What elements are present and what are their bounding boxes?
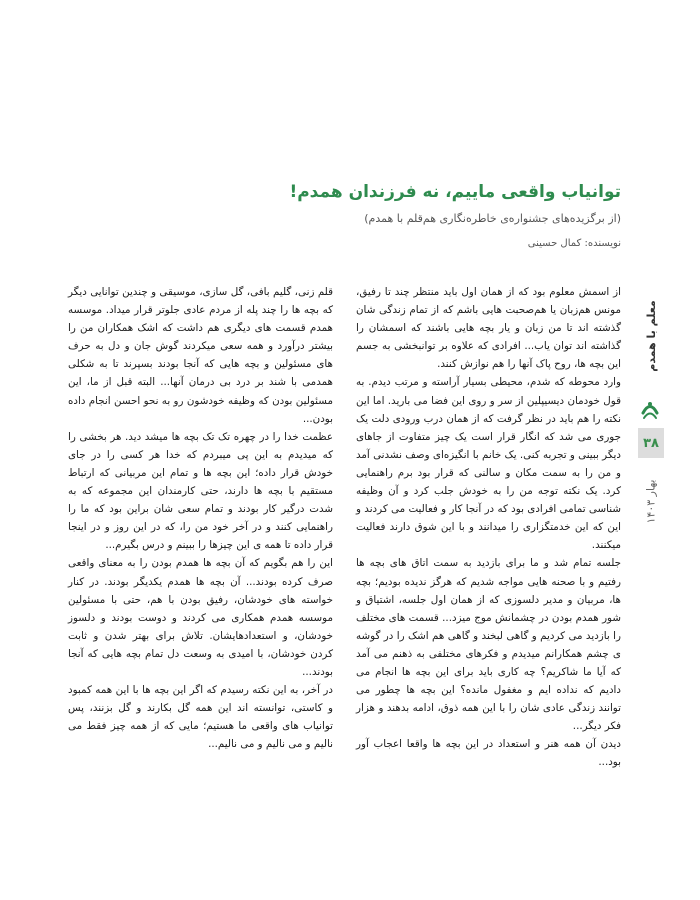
article-title: توانیاب واقعی ماییم، نه فرزندان همدم! [289,182,621,202]
paragraph: دیدن آن همه هنر و استعداد در این بچه ها واقعا اعجاب آور بود... [356,738,621,769]
paragraph: در آخر، به این نکته رسیدم که اگر این بچه ها با این همه کمبود و کاستی، توانسته اند این همه گل بکارند و گل بزنند، پس توانیاب های واقعی ما هستیم؛ مایی که از همه چیز فقط می نالیم و می نالیم و می نالیم... [68,684,333,751]
paragraph: قلم زنی، گلیم بافی، گل سازی، موسیقی و چندین توانایی دیگر که بچه ها را چند پله از مردم عادی جلوتر قرار میداد. موسسه همدم قسمت های دیگری هم داشت که اشک همکاران من را بیشتر درآورد و همه سعی میکردند گوش جان و دل به حرف های مسئولین و بچه هایی که آنجا بودند بسپرند تا به شکلی همدمی با شند بر درد بی درمان آنها... البته قبل از ما، این مسئولین بودن که وظیفه خودشون رو به نحو احسن انجام داده بودن... [68,286,333,425]
paragraph: از اسمش معلوم بود که از همان اول باید منتظر چند تا رفیق، مونس هم‌زبان یا هم‌صحبت هایی باشم که از تمام زندگی شان گذشته اند تا من زبان و یار بچه هایی باشند که اسمشان را گذاشته اند توان یاب... افرادی که علاوه بر توانبخشی به جسم این بچه ها، روح پاک آنها را هم نوازش کنند. [356,286,621,371]
article-author: نویسنده: کمال حسینی [527,238,621,249]
magazine-name-text: معلم با همدم [645,300,658,372]
paragraph: جلسه تمام شد و ما برای بازدید به سمت اتاق های بچه ها رفتیم و با صحنه هایی مواجه شدیم که هرگز ندیده بودیم؛ بچه ها، مربیان و مدیر دلسوزی که از همان اول جلسه، اشتیاق و شور همدم بودن در چشمانش موج میزد... قسمت های مختلف را بازدید می کردیم و گاهی لبخند و گاهی هم اشک را در گوشه ی چشم همکارانم میدیدم و فکرهای مختلفی به ذهنم می آمد که آیا ما شاکریم؟ چه کاری باید برای این بچه ها انجام می دادیم که نداده ایم و مغفول مانده؟ این بچه ها چطور می توانند زندگی عادی شان را با این همه ذوق، ادامه بدهند و هزار فکر دیگر... [356,557,621,733]
article-subtitle: (از برگزیده‌های جشنواره‌ی خاطره‌نگاری هم‌قلم با همدم) [364,212,621,225]
paragraph: این را هم بگویم که آن بچه ها همدم بودن را به معنای واقعی صرف کرده بودند... آن بچه ها همدم یکدیگر بودند. در کنار خواسته های خودشان، رفیق بودن با هم، حتی با مسئولین موسسه همدم همکاری می کردند و دوست بودند و دلسوز خودشان، و استعدادهایشان. تلاش برای بهتر شدن و ثابت کردن خودشان، با امیدی به وسعت دل تمام بچه هایی که آنجا بودند... [68,557,333,678]
right-column [356,283,621,772]
issue-date [637,462,665,540]
paragraph: وارد محوطه که شدم، محیطی بسیار آراسته و مرتب دیدم. به قول خودمان دیسیپلین از سر و روی این فضا می بارید. اما این نکته را هم باید در نظر گرفت که از همان درب ورودی دلت یک جوری می شد که انگار قرار است یک چیز متفاوت از جاهای دیگر ببینی و تجربه کنی. یک خانم با انگیزه‌ای وصف نشدنی آمد و من را به سمت مکان و سالنی که قرار بود برم راهنمایی کرد. یک نکته توجه من را به خودش جلب کرد و آن وظیفه شناسی تمامی افرادی بود که در آنجا کار و فعالیت می کردند و این که این خدمتگزاری را میدانند و با این شوق دارند فعالیت میکنند. [356,376,621,552]
left-column [68,283,333,753]
magazine-name-mark [641,286,663,386]
issue-date-text: بهار ۱۴۰۳ [644,479,658,523]
page-number: ۳۸ [638,428,664,458]
paragraph: عظمت خدا را در چهره تک تک بچه ها میشد دید. هر بخشی را که میدیدم به این پی میبردم که خدا هر کسی را در جای خودش قرار داده؛ این بچه ها و تمام این مربیانی که ارتباط مستقیم با بچه ها دارند، حتی کارمندان این مجموعه که به شدت درگیر کار بودند و تمام سعی شان براین بود که ما را راهنمایی کنند و در آخر خود من را، که در این روز و در اینجا قرار داده تا همه ی این چیزها را ببینم و درس بگیرم... [68,430,333,552]
magazine-logo-icon [640,398,660,422]
